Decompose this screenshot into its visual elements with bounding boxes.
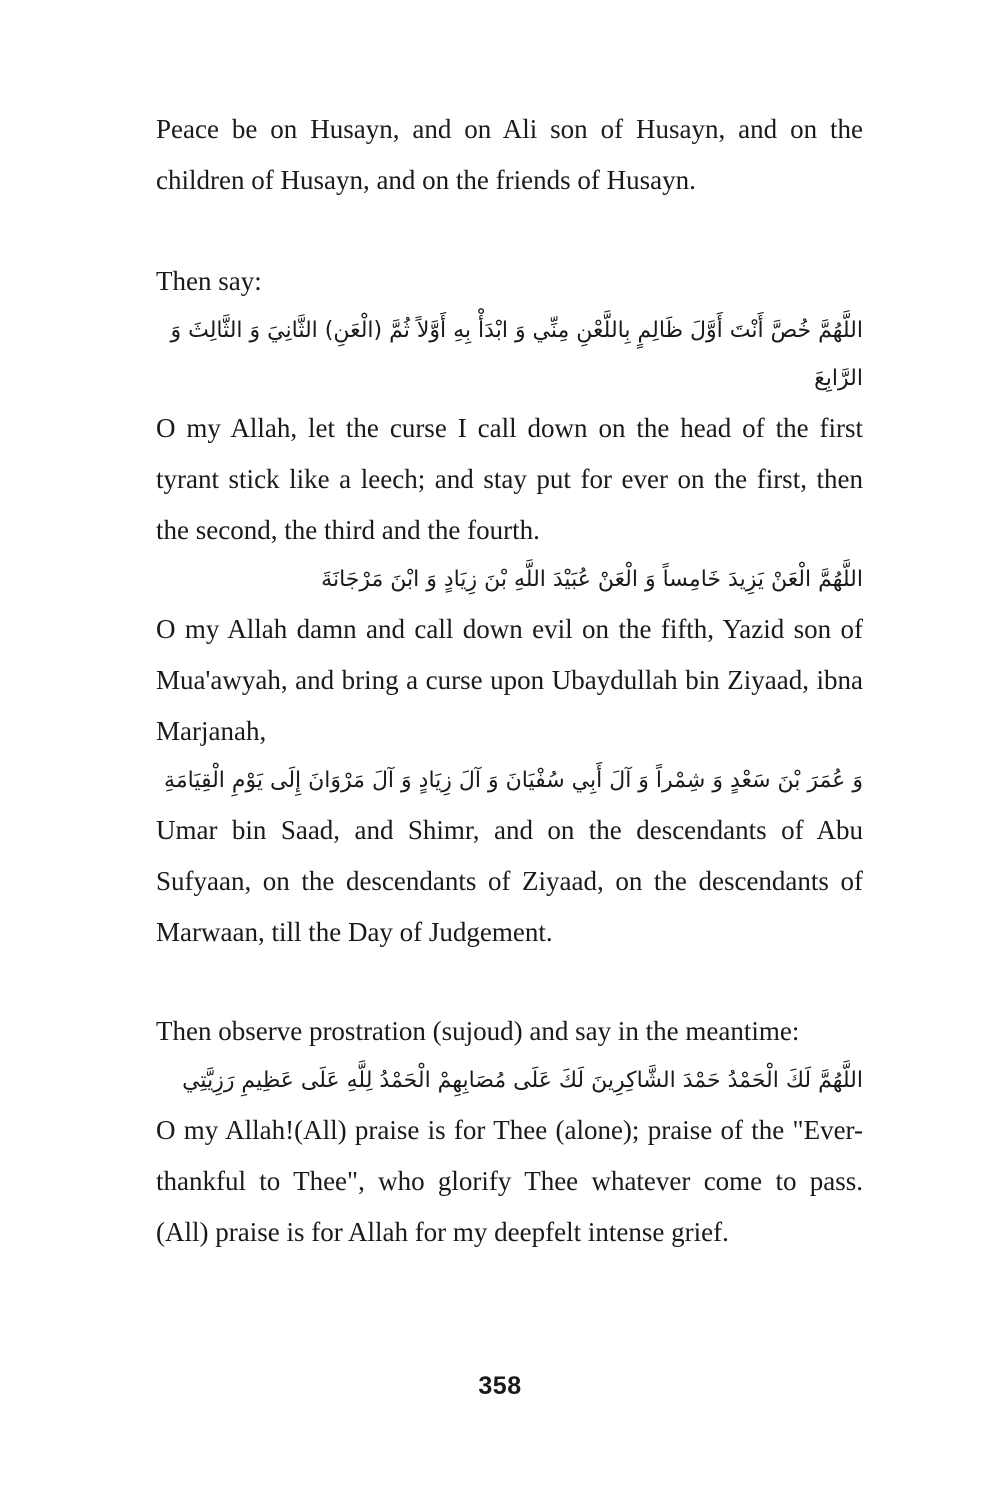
arabic-verse-4: اللَّهُمَّ لَكَ الْحَمْدُ حَمْدَ الشَّاكِرِينَ لَكَ عَلَى مُصَابِهِمْ الْحَمْدُ لِلَّهِ عَلَى عَظِيمِ رَزِيَّتِي [182,1068,863,1093]
translation-2: O my Allah damn and call down evil on the fifth, Yazid son of Mua'awyah, and bring a curse upon Ubaydullah bin Ziyaad, ibna Marjanah, [156,614,863,746]
instruction-prostration: Then observe prostration (sujoud) and say in the meantime: [156,1016,800,1046]
instruction-then-say: Then say: [156,266,262,296]
translation-1: O my Allah, let the curse I call down on the head of the first tyrant stick like a leech; and stay put for ever on the first, then the second, the third and the fourth. [156,413,863,545]
translation-4: O my Allah!(All) praise is for Thee (alone); praise of the "Ever-thankful to Thee", who glorify Thee whatever come to pass. (All) praise is for Allah for my deepfelt intense grief. [156,1115,863,1247]
arabic-verse-3: وَ عُمَرَ بْنَ سَعْدٍ وَ شِمْراً وَ آلَ أَبِي سُفْيَانَ وَ آلَ زِيَادٍ وَ آلَ مَرْوَانَ إِلَى يَوْمِ الْقِيَامَةِ [164,768,863,793]
paragraph-salutation: Peace be on Husayn, and on Ali son of Husayn, and on the children of Husayn, and on the friends of Husayn. [156,114,863,195]
page-number: 358 [478,1372,522,1400]
spacer [156,958,863,1006]
translation-3: Umar bin Saad, and Shimr, and on the descendants of Abu Sufyaan, on the descendants of Ziyaad, on the descendants of Marwaan, till the Day of Judgement. [156,815,863,947]
arabic-verse-2: اللَّهُمَّ الْعَنْ يَزِيدَ خَامِساً وَ الْعَنْ عُبَيْدَ اللَّهِ بْنَ زِيَادٍ وَ ابْنَ مَرْجَانَةَ [321,567,863,592]
arabic-verse-1: اللَّهُمَّ خُصَّ أَنْتَ أَوَّلَ ظَالِمٍ بِاللَّعْنِ مِنِّي وَ ابْدَأْ بِهِ أَوَّلاً ثُمَّ (الْعَنِ) الثَّانِيَ وَ الثَّالِثَ وَ الرَّابِعَ [170,318,863,391]
page-content [156,104,863,1258]
spacer [156,206,863,256]
